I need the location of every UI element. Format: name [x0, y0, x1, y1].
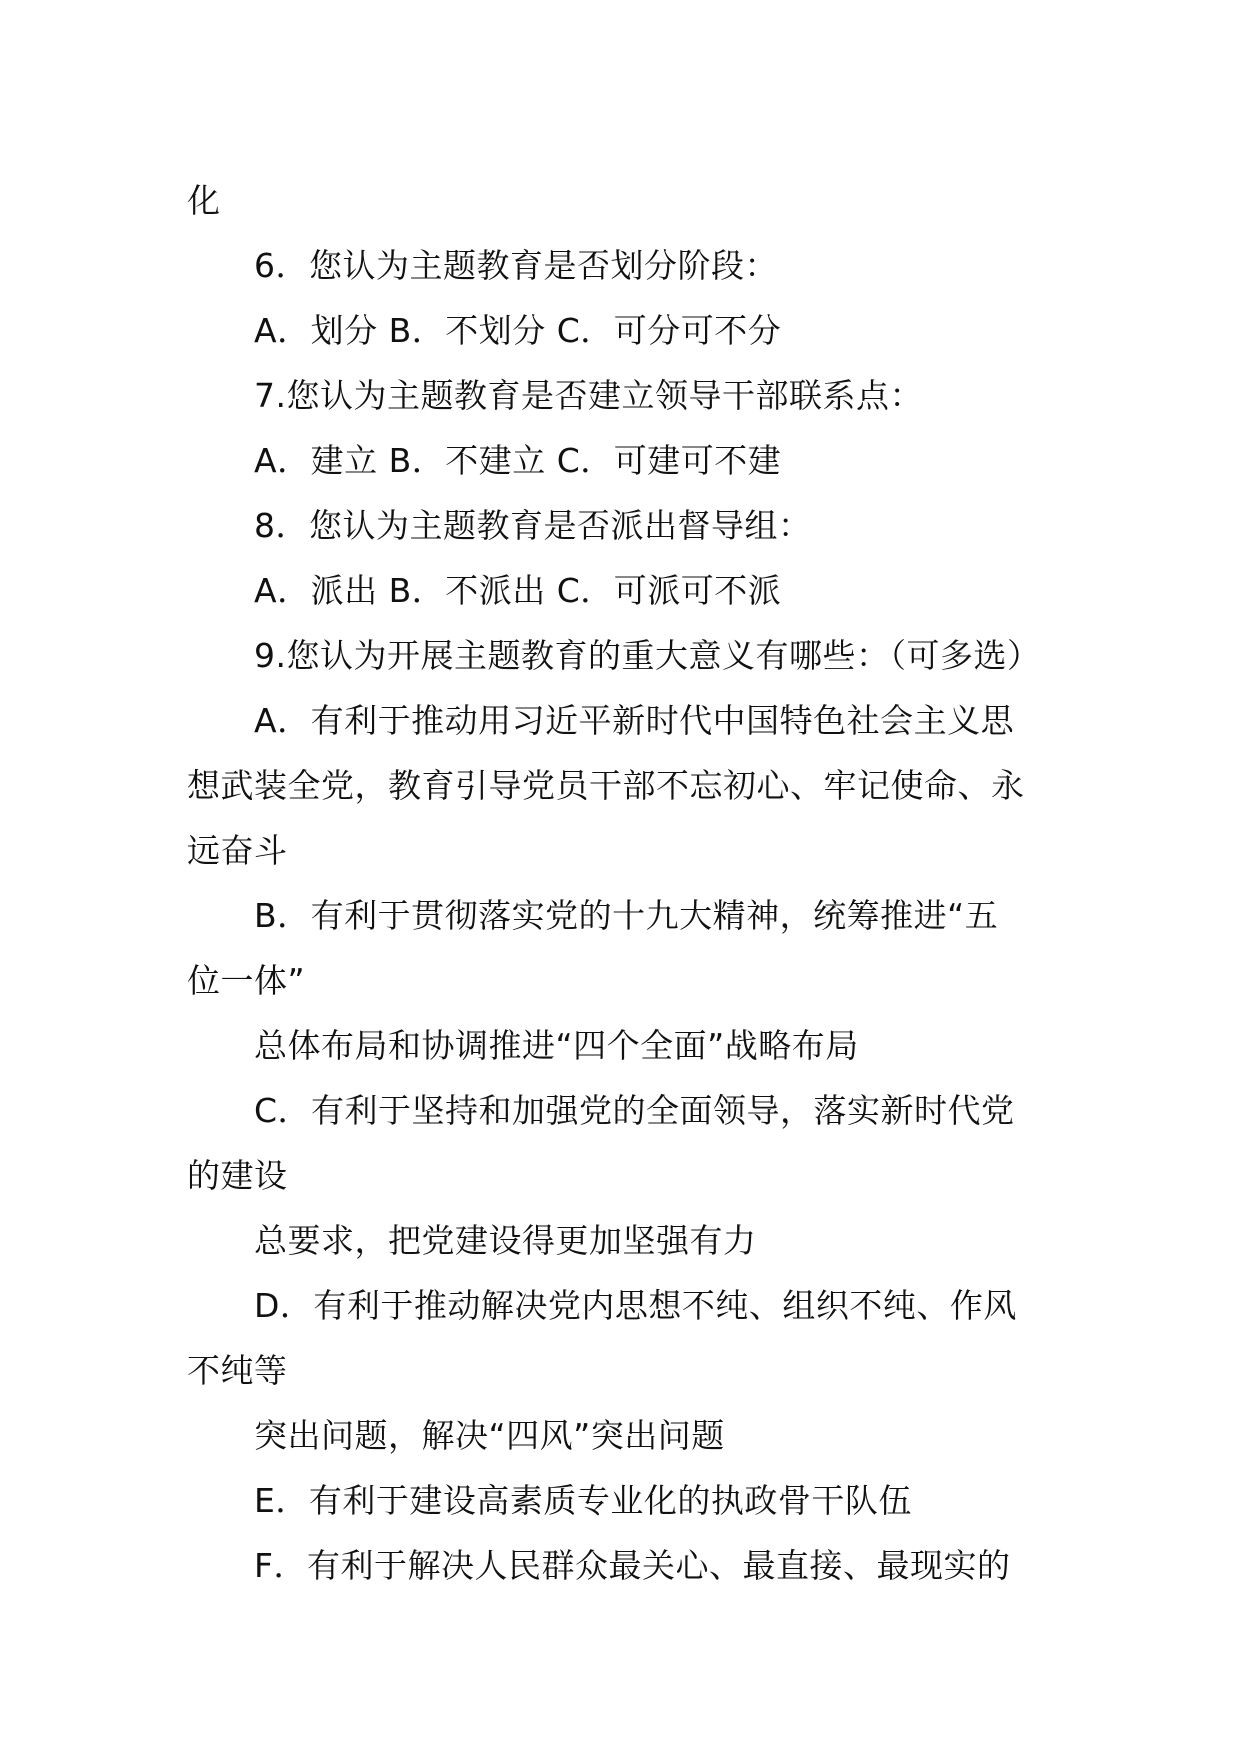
document-body [187, 168, 1057, 1598]
question-7-options: A．建立 B．不建立 C．可建可不建 [254, 441, 782, 480]
option-e: E．有利于建设高素质专业化的执政骨干队伍 [254, 1481, 912, 1520]
option-f-line-1: F．有利于解决人民群众最关心、最直接、最现实的 [254, 1546, 1011, 1585]
question-6-options: A．划分 B．不划分 C．可分可不分 [254, 311, 782, 350]
option-c-line-1: C．有利于坚持和加强党的全面领导，落实新时代党 [254, 1091, 1015, 1130]
option-a-line-2: 想武装全党，教育引导党员干部不忘初心、牢记使命、永 [187, 766, 1025, 805]
option-b-line-1: B．有利于贯彻落实党的十九大精神，统筹推进“五 [254, 896, 999, 935]
text-line: 化 [187, 181, 221, 220]
option-c-line-2: 的建设 [187, 1156, 288, 1195]
question-9: 9.您认为开展主题教育的重大意义有哪些：（可多选） [254, 636, 1041, 675]
option-b-line-3: 总体布局和协调推进“四个全面”战略布局 [254, 1026, 859, 1065]
question-7: 7.您认为主题教育是否建立领导干部联系点： [254, 376, 923, 415]
option-c-line-3: 总要求，把党建设得更加坚强有力 [254, 1221, 757, 1260]
option-b-line-2: 位一体” [187, 961, 306, 1000]
option-d-line-3: 突出问题，解决“四风”突出问题 [254, 1416, 725, 1455]
option-a-line-1: A．有利于推动用习近平新时代中国特色社会主义思 [254, 701, 1015, 740]
option-d-line-2: 不纯等 [187, 1351, 288, 1390]
question-8-options: A．派出 B．不派出 C．可派可不派 [254, 571, 782, 610]
option-a-line-3: 远奋斗 [187, 831, 288, 870]
option-d-line-1: D．有利于推动解决党内思想不纯、组织不纯、作风 [254, 1286, 1017, 1325]
question-6: 6．您认为主题教育是否划分阶段： [254, 246, 778, 285]
question-8: 8．您认为主题教育是否派出督导组： [254, 506, 812, 545]
